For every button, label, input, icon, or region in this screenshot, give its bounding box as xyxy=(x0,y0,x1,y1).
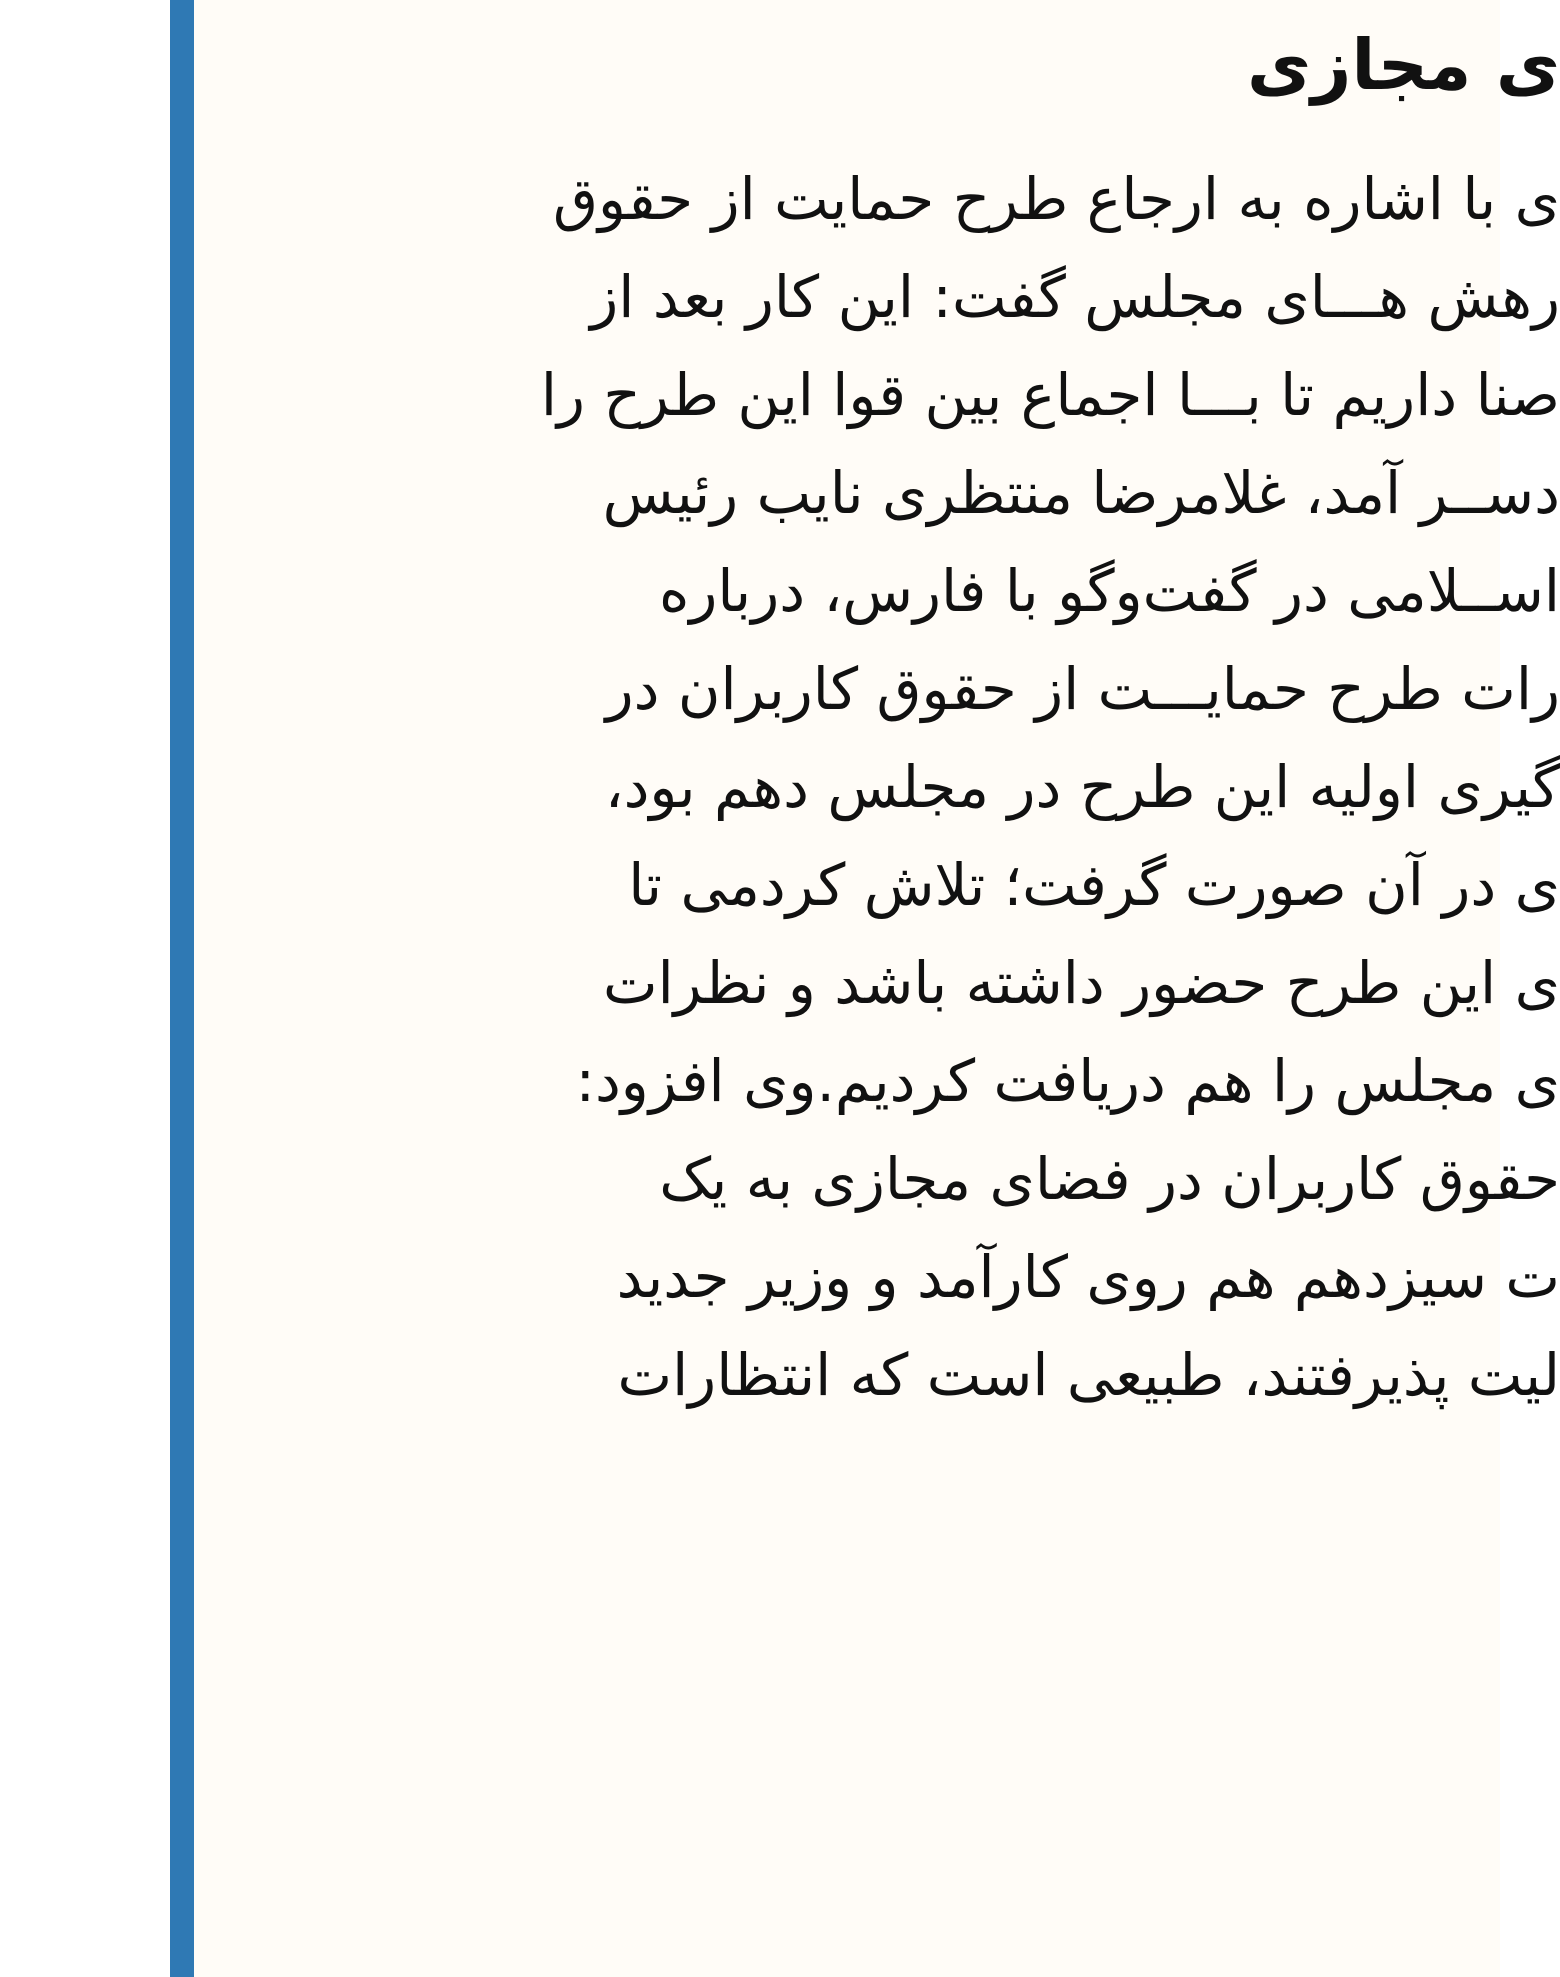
column-divider-rule xyxy=(170,0,194,1977)
body-line: ی این طرح حضور داشته باشد و نظرات xyxy=(602,949,1560,1017)
body-line: ت سیزدهم هم روی کارآمد و وزیر جدید xyxy=(616,1243,1560,1311)
body-line: حقوق کاربران در فضای مجازی به یک xyxy=(659,1145,1560,1213)
body-line: صنا داریم تا بـــا اجماع بین قوا این طرح را xyxy=(540,361,1560,429)
article-body xyxy=(240,150,1560,1424)
body-line: رات طرح حمایـــت از حقوق کاربران در xyxy=(605,655,1560,723)
body-line: دســر آمد، غلامرضا منتظری نایب رئیس xyxy=(602,459,1560,527)
body-line: لیت پذیرفتند، طبیعی است که انتظارات xyxy=(617,1341,1560,1409)
left-margin xyxy=(0,0,170,1977)
body-line: گیری اولیه این طرح در مجلس دهم بود، xyxy=(604,753,1560,821)
article-headline: ی مجازی xyxy=(1246,24,1560,106)
body-line: اســلامی در گفت‌وگو با فارس، درباره xyxy=(658,557,1560,625)
body-line: ی در آن صورت گرفت؛ تلاش کردمی تا xyxy=(628,851,1560,919)
article xyxy=(240,0,1560,1424)
body-line: رهش هـــای مجلس گفت: این کار بعد از xyxy=(590,263,1560,331)
body-line: ی با اشاره به ارجاع طرح حمایت از حقوق xyxy=(552,165,1560,233)
body-line: ی مجلس را هم دریافت کردیم.وی افزود: xyxy=(575,1047,1560,1115)
